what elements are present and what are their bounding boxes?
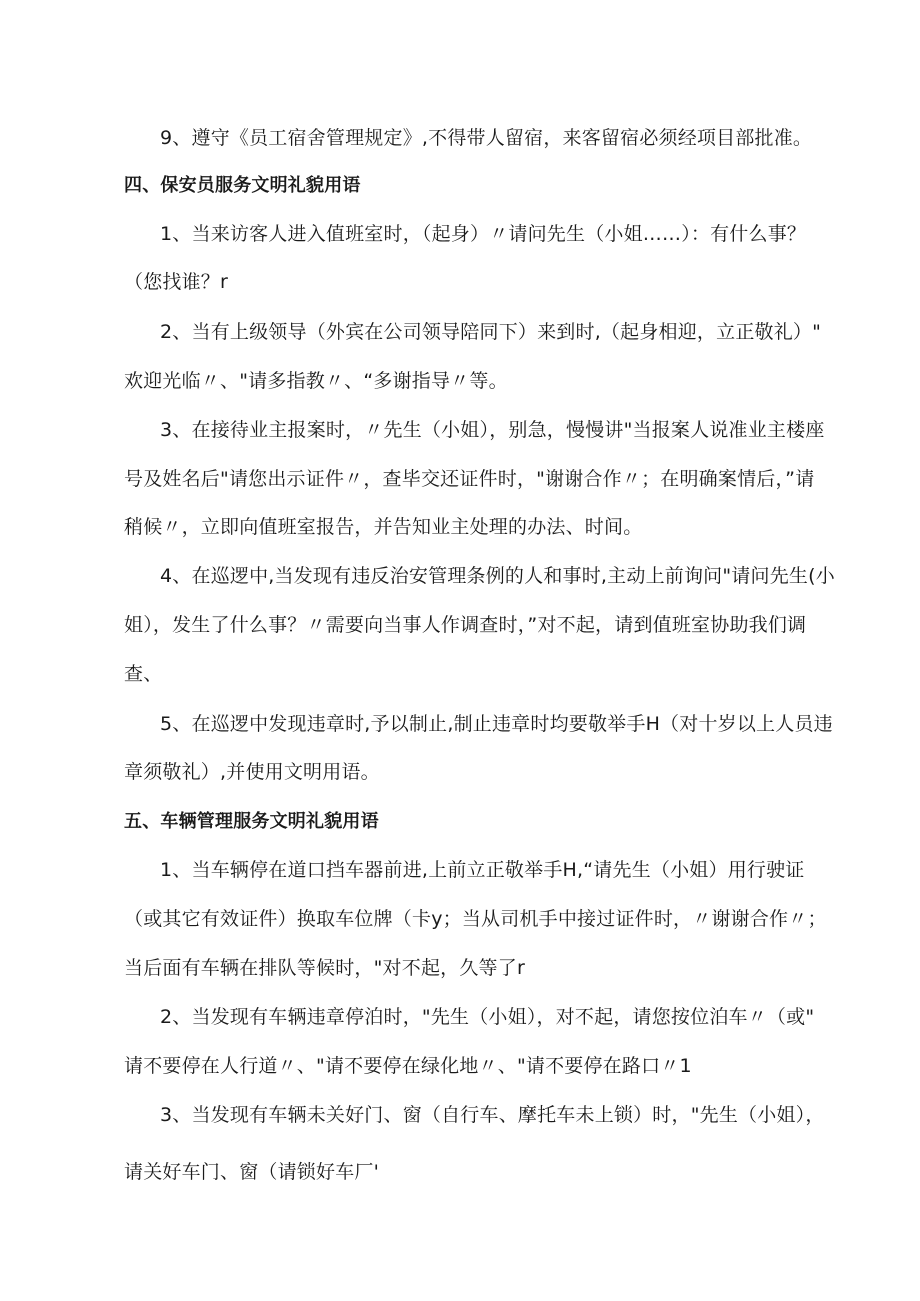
paragraph-line: （您找谁？r (124, 271, 229, 293)
paragraph-line: 当后面有车辆在排队等候时，"对不起，久等了r (124, 957, 525, 979)
paragraph-line: 稍候〃，立即向值班室报告，并告知业主处理的办法、时间。 (124, 516, 643, 538)
paragraph-line: （或其它有效证件）换取车位牌（卡y；当从司机手中接过证件时，〃谢谢合作〃； (124, 908, 827, 930)
paragraph-line: 号及姓名后"请您出示证件〃，查毕交还证件时，"谢谢合作〃；在明确案情后，”请 (124, 468, 815, 490)
paragraph-line: 1、当来访客人进入值班室时，（起身）〃请问先生（小姐……）：有什么事？ (160, 223, 807, 245)
section-heading-4: 四、保安员服务文明礼貌用语 (124, 175, 361, 196)
section-heading-5: 五、车辆管理服务文明礼貌用语 (124, 811, 379, 832)
paragraph-line: 3、当发现有车辆未关好门、窗（自行车、摩托车未上锁）时，"先生（小姐）， (160, 1104, 825, 1126)
paragraph-line: 3、在接待业主报案时，〃先生（小姐），别急，慢慢讲"当报案人说准业主楼座 (160, 419, 825, 441)
paragraph-line: 5、在巡逻中发现违章时,予以制止,制止违章时均要敬举手H（对十岁以上人员违 (160, 713, 833, 735)
paragraph-line: 4、在巡逻中,当发现有违反治安管理条例的人和事时,主动上前询问"请问先生(小 (160, 565, 835, 587)
paragraph-line: 9、遵守《员工宿舍管理规定》,不得带人留宿，来客留宿必须经项目部批准。 (160, 127, 813, 149)
paragraph-line: 请不要停在人行道〃、"请不要停在绿化地〃、"请不要停在路口〃1 (124, 1055, 692, 1077)
paragraph-line: 2、当发现有车辆违章停泊时，"先生（小姐），对不起，请您按位泊车〃（或" (160, 1006, 815, 1028)
paragraph-line: 1、当车辆停在道口挡车器前进,上前立正敬举手H,“请先生（小姐）用行驶证 (160, 859, 805, 881)
paragraph-line: 章须敬礼）,并使用文明用语。 (124, 761, 380, 783)
paragraph-line: 查、 (124, 663, 163, 685)
paragraph-line: 欢迎光临〃、"请多指教〃、“多谢指导〃等。 (124, 370, 508, 392)
paragraph-line: 请关好车门、窗（请锁好车厂' (124, 1161, 380, 1183)
paragraph-line: 姐），发生了什么事？〃需要向当事人作调查时，”对不起，请到值班室协助我们调 (124, 614, 807, 636)
paragraph-line: 2、当有上级领导（外宾在公司领导陪同下）来到时,（起身相迎，立正敬礼）" (160, 321, 822, 343)
